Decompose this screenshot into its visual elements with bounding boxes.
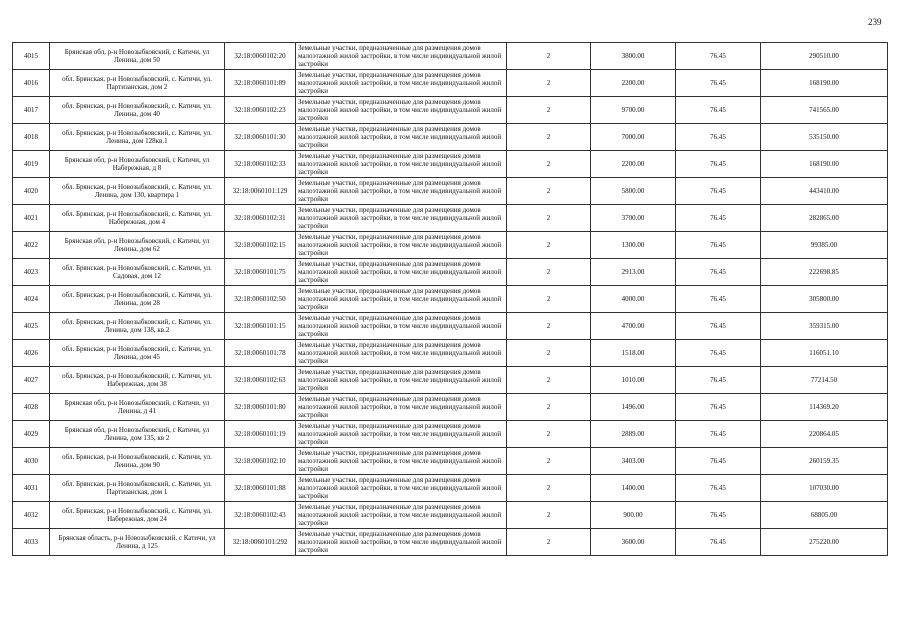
cadastral-value-cell: 68805.00	[761, 502, 888, 529]
cadastral-value-cell: 114369.20	[761, 394, 888, 421]
table-row	[13, 151, 888, 178]
cadastral-number-cell: 32:18:0060102:10	[225, 448, 296, 475]
table-row	[13, 475, 888, 502]
land-use-cell: Земельные участки, предназначенные для размещения домов малоэтажной жилой застройки, в том числе индивидуальной жилой застройки	[296, 70, 507, 97]
address-cell: обл. Брянская, р-н Новозыбковский, с. Катичи, ул. Ленина, дом 138, кв.2	[50, 313, 225, 340]
land-use-cell: Земельные участки, предназначенные для размещения домов малоэтажной жилой застройки, в том числе индивидуальной жилой застройки	[296, 232, 507, 259]
address-cell: Брянская область, р-н Новозыбковский, с Катичи, ул Ленина, д 125	[50, 529, 225, 556]
row-number-cell: 4016	[13, 70, 50, 97]
row-number-cell: 4025	[13, 313, 50, 340]
area-cell: 900.00	[591, 502, 676, 529]
row-number-cell: 4029	[13, 421, 50, 448]
land-use-cell: Земельные участки, предназначенные для размещения домов малоэтажной жилой застройки, в том числе индивидуальной жилой застройки	[296, 313, 507, 340]
address-cell: обл. Брянская, р-н Новозыбковский, с. Катичи, ул. Садовая, дом 12	[50, 259, 225, 286]
rate-cell: 76.45	[676, 340, 761, 367]
area-cell: 1010.00	[591, 367, 676, 394]
table-row	[13, 394, 888, 421]
row-number-cell: 4022	[13, 232, 50, 259]
cadastral-number-cell: 32:18:0060102:50	[225, 286, 296, 313]
area-cell: 1518.00	[591, 340, 676, 367]
cadastral-value-cell: 116051.10	[761, 340, 888, 367]
category-cell: 2	[507, 475, 591, 502]
address-cell: обл. Брянская, р-н Новозыбковский, с. Катичи, ул. Ленина, дом 128кв.1	[50, 124, 225, 151]
cadastral-value-cell: 290510.00	[761, 43, 888, 70]
cadastral-value-cell: 168190.00	[761, 70, 888, 97]
rate-cell: 76.45	[676, 259, 761, 286]
cadastral-number-cell: 32:18:0060101:15	[225, 313, 296, 340]
address-cell: Брянская обл, р-н Новозыбковский, с Катичи, ул Ленина, дом 50	[50, 43, 225, 70]
rate-cell: 76.45	[676, 421, 761, 448]
row-number-cell: 4019	[13, 151, 50, 178]
category-cell: 2	[507, 259, 591, 286]
rate-cell: 76.45	[676, 151, 761, 178]
category-cell: 2	[507, 70, 591, 97]
land-use-cell: Земельные участки, предназначенные для размещения домов малоэтажной жилой застройки, в том числе индивидуальной жилой застройки	[296, 340, 507, 367]
address-cell: Брянская обл, р-н Новозыбковский, с Катичи, ул Ленина, дом 135, кв 2	[50, 421, 225, 448]
area-cell: 1496.00	[591, 394, 676, 421]
land-use-cell: Земельные участки, предназначенные для размещения домов малоэтажной жилой застройки, в том числе индивидуальной жилой застройки	[296, 529, 507, 556]
cadastral-number-cell: 32:18:0060101:78	[225, 340, 296, 367]
category-cell: 2	[507, 232, 591, 259]
land-use-cell: Земельные участки, предназначенные для размещения домов малоэтажной жилой застройки, в том числе индивидуальной жилой застройки	[296, 259, 507, 286]
cadastral-number-cell: 32:18:0060102:20	[225, 43, 296, 70]
address-cell: Брянская обл, р-н Новозыбковский, с Катичи, ул Ленина, д 41	[50, 394, 225, 421]
row-number-cell: 4024	[13, 286, 50, 313]
table-row	[13, 340, 888, 367]
address-cell: обл. Брянская, р-н Новозыбковский, с. Катичи, ул. Ленина, дом 90	[50, 448, 225, 475]
row-number-cell: 4023	[13, 259, 50, 286]
cadastral-value-cell: 260159.35	[761, 448, 888, 475]
land-use-cell: Земельные участки, предназначенные для размещения домов малоэтажной жилой застройки, в том числе индивидуальной жилой застройки	[296, 43, 507, 70]
row-number-cell: 4033	[13, 529, 50, 556]
address-cell: обл. Брянская, р-н Новозыбковский, с. Катичи, ул. Партизанская, дом 2	[50, 70, 225, 97]
cadastral-value-cell: 99385.00	[761, 232, 888, 259]
address-cell: обл. Брянская, р-н Новозыбковский, с. Катичи, ул. Ленина, дом 130, квартира 1	[50, 178, 225, 205]
category-cell: 2	[507, 151, 591, 178]
cadastral-value-cell: 107030.00	[761, 475, 888, 502]
cadastral-number-cell: 32:18:0060101:88	[225, 475, 296, 502]
cadastral-number-cell: 32:18:0060102:23	[225, 97, 296, 124]
table-body	[13, 43, 888, 556]
cadastral-value-cell: 220864.05	[761, 421, 888, 448]
cadastral-number-cell: 32:18:0060101:89	[225, 70, 296, 97]
cadastral-number-cell: 32:18:0060102:31	[225, 205, 296, 232]
rate-cell: 76.45	[676, 529, 761, 556]
cadastral-value-cell: 535150.00	[761, 124, 888, 151]
cadastral-number-cell: 32:18:0060101:75	[225, 259, 296, 286]
address-cell: обл. Брянская, р-н Новозыбковский, с. Катичи, ул. Ленина, дом 40	[50, 97, 225, 124]
cadastral-value-cell: 305800.00	[761, 286, 888, 313]
cadastral-number-cell: 32:18:0060101:292	[225, 529, 296, 556]
category-cell: 2	[507, 367, 591, 394]
rate-cell: 76.45	[676, 178, 761, 205]
cadastral-number-cell: 32:18:0060102:33	[225, 151, 296, 178]
row-number-cell: 4027	[13, 367, 50, 394]
rate-cell: 76.45	[676, 394, 761, 421]
table-row	[13, 286, 888, 313]
cadastral-value-cell: 77214.50	[761, 367, 888, 394]
cadastral-number-cell: 32:18:0060102:63	[225, 367, 296, 394]
rate-cell: 76.45	[676, 448, 761, 475]
area-cell: 9700.00	[591, 97, 676, 124]
category-cell: 2	[507, 421, 591, 448]
table-row	[13, 367, 888, 394]
cadastral-number-cell: 32:18:0060101:129	[225, 178, 296, 205]
category-cell: 2	[507, 448, 591, 475]
land-use-cell: Земельные участки, предназначенные для размещения домов малоэтажной жилой застройки, в том числе индивидуальной жилой застройки	[296, 178, 507, 205]
land-use-cell: Земельные участки, предназначенные для размещения домов малоэтажной жилой застройки, в том числе индивидуальной жилой застройки	[296, 205, 507, 232]
address-cell: Брянская обл, р-н Новозыбковский, с Катичи, ул Ленина, дом 62	[50, 232, 225, 259]
cadastral-value-cell: 168190.00	[761, 151, 888, 178]
row-number-cell: 4028	[13, 394, 50, 421]
area-cell: 7000.00	[591, 124, 676, 151]
land-use-cell: Земельные участки, предназначенные для размещения домов малоэтажной жилой застройки, в том числе индивидуальной жилой застройки	[296, 394, 507, 421]
row-number-cell: 4020	[13, 178, 50, 205]
area-cell: 2889.00	[591, 421, 676, 448]
area-cell: 2913.00	[591, 259, 676, 286]
category-cell: 2	[507, 43, 591, 70]
area-cell: 3700.00	[591, 205, 676, 232]
row-number-cell: 4015	[13, 43, 50, 70]
address-cell: обл. Брянская, р-н Новозыбковский, с. Катичи, ул. Ленина, дом 45	[50, 340, 225, 367]
table-row	[13, 232, 888, 259]
category-cell: 2	[507, 313, 591, 340]
rate-cell: 76.45	[676, 205, 761, 232]
table-row	[13, 124, 888, 151]
land-registry-table	[12, 42, 888, 556]
table-row	[13, 259, 888, 286]
land-use-cell: Земельные участки, предназначенные для размещения домов малоэтажной жилой застройки, в том числе индивидуальной жилой застройки	[296, 502, 507, 529]
land-use-cell: Земельные участки, предназначенные для размещения домов малоэтажной жилой застройки, в том числе индивидуальной жилой застройки	[296, 124, 507, 151]
address-cell: обл. Брянская, р-н Новозыбковский, с. Катичи, ул. Набережная, дом 38	[50, 367, 225, 394]
table-row	[13, 313, 888, 340]
address-cell: обл. Брянская, р-н Новозыбковский, с. Катичи, ул. Набережная, дом 4	[50, 205, 225, 232]
cadastral-value-cell: 443410.00	[761, 178, 888, 205]
rate-cell: 76.45	[676, 97, 761, 124]
cadastral-number-cell: 32:18:0060101:30	[225, 124, 296, 151]
cadastral-value-cell: 222698.85	[761, 259, 888, 286]
land-use-cell: Земельные участки, предназначенные для размещения домов малоэтажной жилой застройки, в том числе индивидуальной жилой застройки	[296, 97, 507, 124]
category-cell: 2	[507, 529, 591, 556]
row-number-cell: 4031	[13, 475, 50, 502]
land-use-cell: Земельные участки, предназначенные для размещения домов малоэтажной жилой застройки, в том числе индивидуальной жилой застройки	[296, 475, 507, 502]
table-row	[13, 448, 888, 475]
rate-cell: 76.45	[676, 367, 761, 394]
cadastral-number-cell: 32:18:0060102:43	[225, 502, 296, 529]
table-row	[13, 70, 888, 97]
rate-cell: 76.45	[676, 286, 761, 313]
category-cell: 2	[507, 205, 591, 232]
page-number: 239	[868, 17, 882, 27]
table-row	[13, 421, 888, 448]
row-number-cell: 4030	[13, 448, 50, 475]
category-cell: 2	[507, 502, 591, 529]
rate-cell: 76.45	[676, 232, 761, 259]
table-row	[13, 43, 888, 70]
area-cell: 4000.00	[591, 286, 676, 313]
area-cell: 1400.00	[591, 475, 676, 502]
rate-cell: 76.45	[676, 43, 761, 70]
cadastral-value-cell: 359315.00	[761, 313, 888, 340]
category-cell: 2	[507, 178, 591, 205]
category-cell: 2	[507, 286, 591, 313]
area-cell: 5800.00	[591, 178, 676, 205]
cadastral-number-cell: 32:18:0060102:15	[225, 232, 296, 259]
cadastral-value-cell: 275220.00	[761, 529, 888, 556]
rate-cell: 76.45	[676, 124, 761, 151]
address-cell: обл. Брянская, р-н Новозыбковский, с. Катичи, ул. Партизанская, дом 1	[50, 475, 225, 502]
cadastral-number-cell: 32:18:0060101:19	[225, 421, 296, 448]
rate-cell: 76.45	[676, 502, 761, 529]
area-cell: 3800.00	[591, 43, 676, 70]
rate-cell: 76.45	[676, 313, 761, 340]
area-cell: 2200.00	[591, 151, 676, 178]
land-use-cell: Земельные участки, предназначенные для размещения домов малоэтажной жилой застройки, в том числе индивидуальной жилой застройки	[296, 367, 507, 394]
row-number-cell: 4021	[13, 205, 50, 232]
land-use-cell: Земельные участки, предназначенные для размещения домов малоэтажной жилой застройки, в том числе индивидуальной жилой застройки	[296, 448, 507, 475]
row-number-cell: 4032	[13, 502, 50, 529]
row-number-cell: 4017	[13, 97, 50, 124]
area-cell: 3600.00	[591, 529, 676, 556]
row-number-cell: 4026	[13, 340, 50, 367]
category-cell: 2	[507, 124, 591, 151]
address-cell: обл. Брянская, р-н Новозыбковский, с. Катичи, ул. Набережная, дом 24	[50, 502, 225, 529]
table-row	[13, 205, 888, 232]
land-use-cell: Земельные участки, предназначенные для размещения домов малоэтажной жилой застройки, в том числе индивидуальной жилой застройки	[296, 421, 507, 448]
category-cell: 2	[507, 394, 591, 421]
land-use-cell: Земельные участки, предназначенные для размещения домов малоэтажной жилой застройки, в том числе индивидуальной жилой застройки	[296, 151, 507, 178]
table-row	[13, 529, 888, 556]
area-cell: 1300.00	[591, 232, 676, 259]
category-cell: 2	[507, 97, 591, 124]
table-row	[13, 502, 888, 529]
category-cell: 2	[507, 340, 591, 367]
address-cell: Брянская обл, р-н Новозыбковский, с Катичи, ул Набережная, д 8	[50, 151, 225, 178]
land-use-cell: Земельные участки, предназначенные для размещения домов малоэтажной жилой застройки, в том числе индивидуальной жилой застройки	[296, 286, 507, 313]
table-row	[13, 97, 888, 124]
address-cell: обл. Брянская, р-н Новозыбковский, с. Катичи, ул. Ленина, дом 28	[50, 286, 225, 313]
cadastral-value-cell: 282865.00	[761, 205, 888, 232]
rate-cell: 76.45	[676, 70, 761, 97]
table-row	[13, 178, 888, 205]
cadastral-number-cell: 32:18:0060101:80	[225, 394, 296, 421]
area-cell: 3403.00	[591, 448, 676, 475]
rate-cell: 76.45	[676, 475, 761, 502]
area-cell: 4700.00	[591, 313, 676, 340]
cadastral-value-cell: 741565.00	[761, 97, 888, 124]
area-cell: 2200.00	[591, 70, 676, 97]
row-number-cell: 4018	[13, 124, 50, 151]
